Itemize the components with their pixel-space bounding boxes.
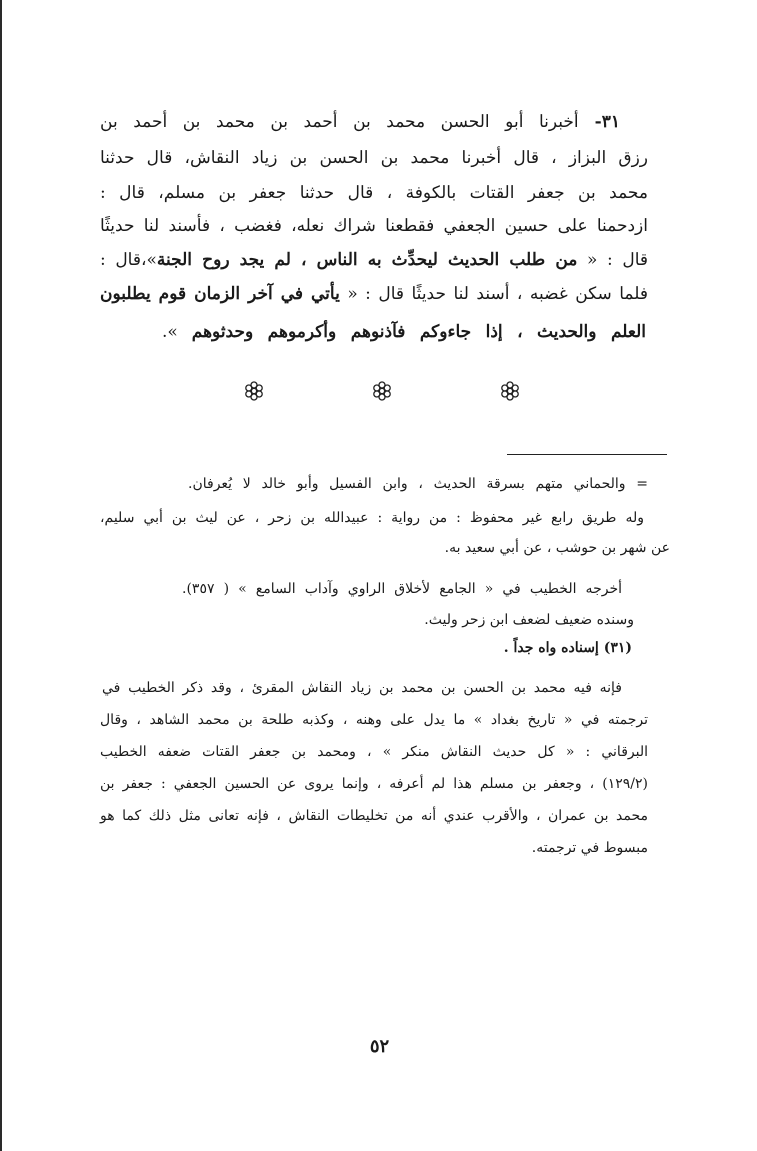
footnote-line	[188, 476, 648, 492]
bold-text-segment: ٣١-	[578, 112, 620, 132]
text-segment: ترجمته في « تاريخ بغداد » ما يدل على وهنه ، وكذبه طلحة بن محمد الشاهد ، وقال	[100, 712, 648, 728]
ornament-left-icon	[242, 379, 266, 403]
footnote-line	[100, 808, 648, 824]
ornament-right-icon	[498, 379, 522, 403]
footnote-line	[102, 680, 622, 696]
footnote-line	[100, 510, 644, 526]
text-segment: (١٢٩/٢) ، وجعفر بن مسلم هذا لم أعرفه ، وإنما يروى عن الحسين الجعفي : جعفر بن	[100, 776, 648, 792]
text-segment: أخبرنا أبو الحسن محمد بن أحمد بن محمد بن أحمد بن	[100, 112, 579, 132]
footnote-line	[502, 640, 632, 656]
text-segment: فلما سكن غضبه ، أسند لنا حديثًا قال : «	[339, 284, 649, 304]
text-segment: رزق البزاز ، قال أخبرنا محمد بن الحسن بن زياد النقاش، قال حدثنا	[100, 148, 648, 168]
text-segment: عن شهر بن حوشب ، عن أبي سعيد به.	[444, 540, 670, 556]
footnote-line	[364, 612, 634, 628]
main-line	[100, 148, 648, 168]
page-number: ٥٢	[369, 1036, 390, 1057]
footnote-line	[100, 776, 648, 792]
footnote-line	[412, 540, 670, 556]
text-segment: »،قال :	[100, 250, 157, 270]
main-line	[100, 216, 648, 236]
footnote-separator	[507, 454, 667, 455]
main-line	[100, 250, 648, 270]
text-segment: قال : «	[577, 250, 649, 270]
text-segment: وله طريق رابع غير محفوظ : من رواية : عبيدالله بن زحر ، عن ليث بن أبي سليم،	[100, 510, 644, 526]
footnote-line	[100, 744, 648, 760]
footnote-line	[182, 581, 622, 597]
text-segment: وسنده ضعيف لضعف ابن زحر وليث.	[424, 612, 634, 628]
text-segment: فإنه فيه محمد بن الحسن بن محمد بن زياد النقاش المقرئ ، وقد ذكر الخطيب في	[102, 680, 622, 696]
bold-text-segment: من طلب الحديث ليحدِّث به الناس ، لم يجد روح الجنة	[156, 250, 578, 270]
main-line	[100, 112, 620, 132]
footnote-line	[100, 712, 648, 728]
text-segment: محمد بن جعفر القتات بالكوفة ، قال حدثنا جعفر بن مسلم، قال :	[100, 183, 648, 203]
main-line	[162, 322, 646, 342]
text-segment: أخرجه الخطيب في « الجامع لأخلاق الراوي وآداب السامع » ( ٣٥٧).	[182, 581, 622, 597]
bold-text-segment: يأتي في آخر الزمان قوم يطلبون	[100, 284, 340, 304]
text-segment: ».	[162, 322, 192, 342]
text-segment: مبسوط في ترجمته.	[531, 840, 648, 856]
main-line	[100, 284, 648, 304]
text-segment: ازدحمنا على حسين الجعفي فقطعنا شراك نعله، فغضب ، فأسند لنا حديثًا	[100, 216, 648, 236]
text-segment: = والحماني متهم بسرقة الحديث ، وابن الفسيل وأبو خالد لا يُعرفان.	[188, 476, 648, 492]
bold-text-segment: (٣١) إسناده واه جداً .	[503, 640, 632, 656]
ornament-center-icon	[370, 379, 394, 403]
footnote-line	[531, 840, 648, 856]
section-ornaments	[242, 376, 522, 406]
bold-text-segment: العلم والحديث ، إذا جاءوكم فآذنوهم وأكرموهم وحدثوهم	[191, 322, 646, 342]
text-segment: محمد بن عمران ، والأقرب عندي أنه من تخليطات النقاش ، فإنه تعانى مثل ذلك كما هو	[100, 808, 648, 824]
text-segment: البرقاني : « كل حديث النقاش منكر » ، ومحمد بن جعفر القتات ضعفه الخطيب	[100, 744, 648, 760]
main-line	[100, 183, 648, 203]
